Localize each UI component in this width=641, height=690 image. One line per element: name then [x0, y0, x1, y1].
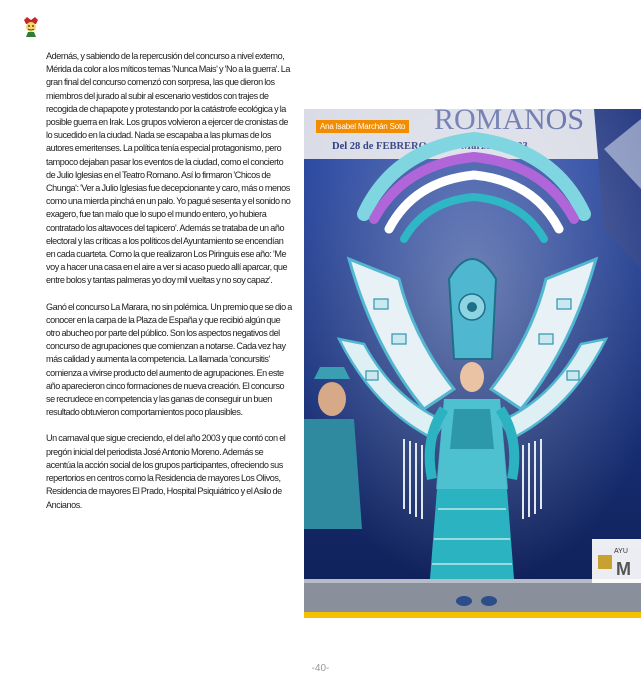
carnival-photo [304, 109, 641, 612]
article-paragraph: Ganó el concurso La Marara, no sin polémica. Un premio que se dio a conocer en la carpa de la Plaza de España y que recibió algún que otro abucheo por parte del público. Son los aspectos negativos del concurso de agrupaciones que comienzan a notarse. Cada vez hay más calidad y aumenta la competencia. La llamada 'concursitis' comienza a vivirse producto del aumento de agrupaciones. En este año aparecieron cinco formaciones de nueva creación. El concurso se recrudece en competencia y las ganas de conseguir un buen resultado obtuvieron comportamientos poco plausibles. [46, 301, 292, 418]
article-paragraph: Además, y sabiendo de la repercusión del concurso a nivel externo, Mérida da color a los míticos temas 'Nunca Mais' y 'No a la guerra'. La gran final del concurso comenzó con sorpresa, las que dieron los miembros del jurado al subir al escenario vestidos con trajes de recogida de chapapote y protestando por la catástrofe ecológica y la posible guerra en Irak. Los grupos volvieron a ejercer de cronistas de lo sucedido en la ciudad. Nada se escapaba a las plumas de los autores emeritenses. La política tenía especial protagonismo, pero tampoco dejaban pasar los eventos de la ciudad, como el concierto de Julio Iglesias en el Teatro Romano. Así lo firmaron 'Chicos de Chunga': 'Ver a Julio Iglesias fue decepcionante y caro, más o menos como una mierda pinchá en un palo. Yo pagué sesenta y el sonido no exagero, fue tan malo que lo supo el mundo entero, yo hubiera contratado los altavoces del tapicero'. Además se trataba de un año electoral y las críticas a los políticos del Ayuntamiento se encendían en cada cuarteta. Como la que realizaron Los Piringuis ese año: 'Me voy a hacer una casa en el aire a ver si acaso puedo allí aparcar, que entre bolos y tantas palmeras yo doy mil vueltas y no soy capaz'. [46, 51, 291, 286]
article-paragraph: Un carnaval que sigue creciendo, el del año 2003 y que contó con el pregón inicial del periodista José Antonio Moreno. Además se acentúa la acción social de los grupos participantes, ofreciendo sus repertorios en centros como la Residencia de mayores Los Olivos, Residencia de mayores El Prado, Hospital Psiquiátrico y el Asilo de Ancianos. [46, 433, 286, 510]
sponsor-letter: M [616, 559, 631, 579]
photo-bottom-strip [304, 612, 641, 618]
photo-credit: Ana Isabel Marchán Soto [316, 120, 409, 133]
article-text-column [46, 50, 292, 525]
page-number: -40- [311, 663, 330, 674]
carnival-logo-icon [20, 16, 42, 38]
sponsor-text: AYU [614, 548, 628, 555]
